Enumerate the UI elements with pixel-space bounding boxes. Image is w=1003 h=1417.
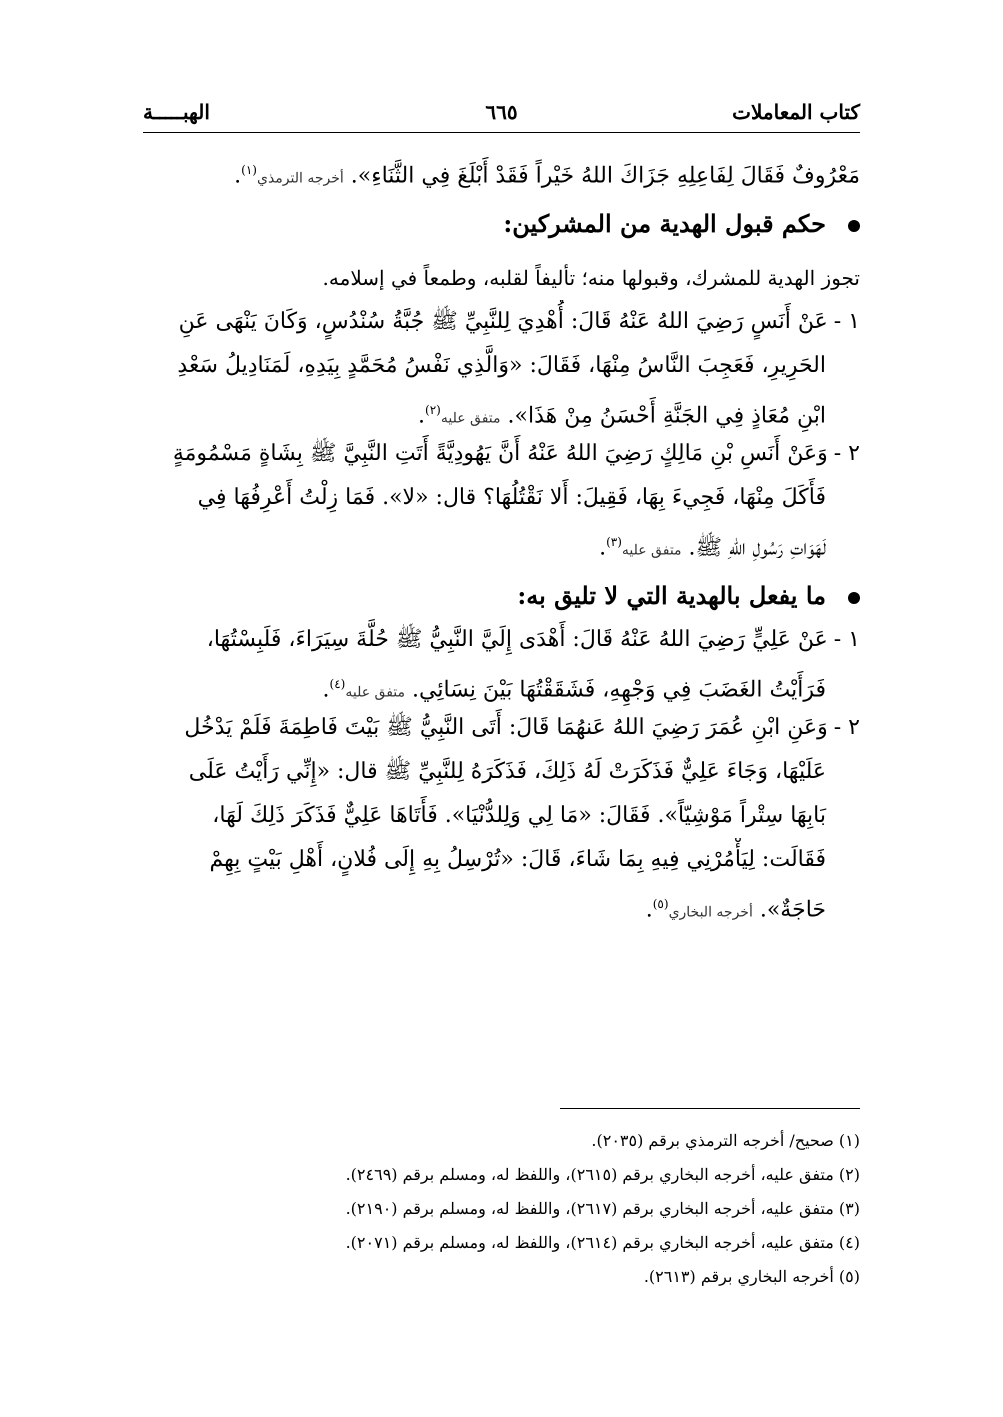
- bullet-icon: [848, 220, 860, 232]
- section-heading-unsuitable-gift: [143, 574, 860, 618]
- hadith-3-number: ١ -: [833, 627, 860, 652]
- section2-heading: ما يفعل بالهدية التي لا تليق به:: [517, 581, 826, 610]
- hadith-1-line-1: ١ -عَنْ أَنَسٍ رَضِيَ اللهُ عَنْهُ قَالَ: أُهْدِيَ لِلنَّبِيِّ ﷺ جُبَّةُ سُنْدُسٍ، وَكَانَ يَنْهَى عَنِ: [178, 309, 860, 334]
- footnote-1: (١) صحيح/ أخرجه الترمذي برقم (٢٠٣٥).: [591, 1131, 860, 1150]
- section1-heading: حكم قبول الهدية من المشركين:: [503, 209, 826, 238]
- intro-citation: أخرجه الترمذي: [256, 170, 344, 187]
- bullet-icon: [848, 592, 860, 604]
- intro-text: مَعْرُوفٌ فَقَالَ لِفَاعِلِهِ جَزَاكَ اللهُ خَيْراً فَقَدْ أَبْلَغَ فِي الثَّنَاءِ».: [350, 163, 860, 189]
- intro-line: مَعْرُوفٌ فَقَالَ لِفَاعِلِهِ جَزَاكَ اللهُ خَيْراً فَقَدْ أَبْلَغَ فِي الثَّنَاءِ». أخرجه الترمذي$^{(١)}$.: [234, 163, 860, 189]
- footnote-2: (٢) متفق عليه، أخرجه البخاري برقم (٢٦١٥)، واللفظ له، ومسلم برقم (٢٤٦٩).: [345, 1165, 860, 1184]
- hadith-1-line-2: الحَرِيرِ، فَعَجِبَ النَّاسُ مِنْهَا، فَقَالَ: «وَالَّذِي نَفْسُ مُحَمَّدٍ بِيَدِهِ، لَمَنَادِيلُ سَعْدِ: [177, 353, 826, 378]
- hadith-4-citation: أخرجه البخاري: [668, 904, 753, 921]
- hadith-2-citation: متفق عليه: [621, 542, 682, 559]
- chapter-title: الهبـــــة: [143, 100, 210, 124]
- hadith-2-line-1: ٢ -وَعَنْ أَنَسِ بْنِ مَالِكٍ رَضِيَ اللهُ عَنْهُ أَنَّ يَهُودِيَّةً أَتَتِ النَّبِيَّ ﷺ بِشَاةٍ مَسْمُومَةٍ: [172, 441, 860, 466]
- page-header: [143, 98, 860, 133]
- footnote-ref-4: (٤): [329, 677, 346, 691]
- hadith-4-line-3: بَابِهَا سِتْراً مَوْشِيّاً». فَقَالَ: «مَا لِي وَلِلدُّنْيَا». فَأَتَاهَا عَلِيٌّ فَذَكَرَ ذَلِكَ لَهَا،: [212, 803, 826, 828]
- page-number: ٦٦٥: [485, 100, 518, 124]
- hadith-3-citation: متفق عليه: [345, 684, 406, 701]
- hadith-2-line-2: فَأَكَلَ مِنْهَا، فَجِيءَ بِهَا، فَقِيلَ: أَلا نَقْتُلُهَا؟ قال: «لا». فَمَا زِلْتُ أَعْرِفُهَا فِي: [197, 485, 826, 510]
- footnote-4: (٤) متفق عليه، أخرجه البخاري برقم (٢٦١٤)، واللفظ له، ومسلم برقم (٢٠٧١).: [345, 1233, 860, 1252]
- main-text: [143, 148, 860, 926]
- footnote-ref-1: (١): [241, 163, 257, 177]
- hadith-3-line-1: ١ -عَنْ عَلِيٍّ رَضِيَ اللهُ عَنْهُ قَالَ: أَهْدَى إِلَيَّ النَّبِيُّ ﷺ حُلَّةَ سِيَرَاءَ، فَلَبِسْتُهَا،: [206, 627, 860, 652]
- hadith-4-number: ٢ -: [833, 715, 860, 740]
- hadith-4-line-5: حَاجَةٌ». أخرجه البخاري$^{(٥)}$.: [645, 897, 826, 923]
- hadith-2-number: ٢ -: [833, 441, 860, 466]
- footnote-separator: [560, 1108, 860, 1109]
- hadith-1-citation: متفق عليه: [440, 410, 501, 427]
- footnote-3: (٣) متفق عليه، أخرجه البخاري برقم (٢٦١٧)، واللفظ له، ومسلم برقم (٢١٩٠).: [345, 1199, 860, 1218]
- footnote-ref-5: (٥): [652, 897, 669, 911]
- footnote-ref-2: (٢): [425, 403, 441, 417]
- book-title: كتاب المعاملات: [732, 100, 860, 124]
- footnote-5: (٥) أخرجه البخاري برقم (٢٦١٣).: [643, 1267, 860, 1286]
- footnote-ref-3: (٣): [606, 535, 622, 549]
- hadith-1-line-3: ابْنِ مُعَاذٍ فِي الجَنَّةِ أَحْسَنُ مِنْ هَذَا». متفق عليه$^{(٢)}$.: [418, 403, 826, 429]
- hadith-4-line-1: ٢ -وَعَنِ ابْنِ عُمَرَ رَضِيَ اللهُ عَنهُمَا قَالَ: أَتَى النَّبِيُّ ﷺ بَيْتَ فَاطِمَةَ فَلَمْ يَدْخُل: [184, 715, 860, 740]
- hadith-4-line-4: فَقَالَت: لِيَأْمُرْنِي فِيهِ بِمَا شَاءَ، قَالَ: «تُرْسِلُ بِهِ إِلَى فُلانٍ، أَهْلِ بَيْتٍ بِهِمْ: [209, 847, 826, 872]
- section-heading-mushrikin: [143, 202, 860, 246]
- hadith-1-number: ١ -: [833, 309, 860, 334]
- footnotes: [143, 1124, 860, 1294]
- section1-paragraph: تجوز الهدية للمشرك، وقبولها منه؛ تأليفاً لقلبه، وطمعاً في إسلامه.: [322, 266, 860, 290]
- hadith-2-line-3: لَهَوَاتِ رَسُولِ اللهِ ﷺ. متفق عليه$^{(٣)}$.: [599, 535, 826, 561]
- hadith-4-line-2: عَلَيْهَا، وَجَاءَ عَلِيٌّ فَذَكَرَتْ لَهُ ذَلِكَ، فَذَكَرَهُ لِلنَّبِيِّ ﷺ قال: «إِنِّي رَأَيْتُ عَلَى: [188, 759, 826, 784]
- hadith-3-line-2: فَرَأَيْتُ الغَضَبَ فِي وَجْهِهِ، فَشَقَقْتُهَا بَيْنَ نِسَائِي. متفق عليه$^{(٤)}$.: [322, 677, 826, 703]
